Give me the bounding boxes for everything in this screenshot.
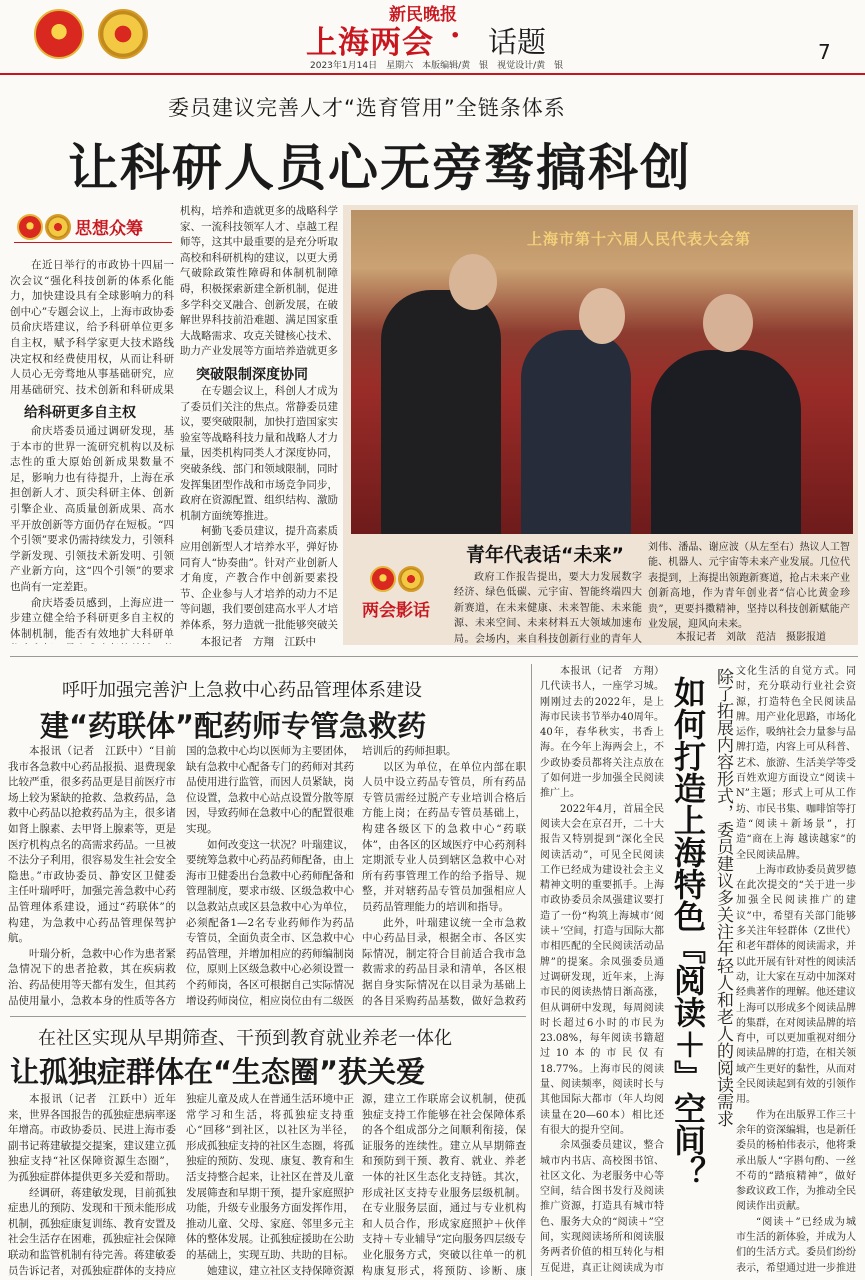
section-title: 上海两会	[306, 25, 434, 61]
lead-body-col2: 机构，培养和造就更多的战略科学家、一流科技领军人才、卓越工程师等，这其中最重要的是充分听取高校和科研机构的建议，以更大勇气破除政策性障碍和体制机制障碍，积极探索新建全新机制，促进多学科交叉融合、创新发展，在破解世界科技前沿难题、满足国家重大战略需求、攻克关键核心技术、助力产业发展等方面培养造就更多	[180, 205, 338, 358]
meeting-photo	[351, 210, 853, 534]
article2-col2: 国的急救中心均以医师为主要团体，缺有急救中心配备专门的药师对其药品使用进行监管，而因人员紧缺，岗位设置，急救中心站点设置分散等原因，导致药师在急救中心的配置很难实现。 如何改变这一状况？叶瑞建议，要统筹急救中心药品药师配备，由上海市卫健委出台急救中心药师配备和管理制度，要求市级、区级急救中心以急救站点或区县急救中心为单位，必须配备1—2名专业药师作为药品专管员，全面负责全市、区急救中心药品管理，并增加相应的药师编制岗位，原则上区级急救中心必须设置一个药师岗，各区可根据自己实际情况增设药师岗位，相应岗位由有二级医	[186, 745, 354, 1007]
article3-col1: 本报讯（记者 江跃中）近年来，世界各国报告的孤独症患病率逐年增高。市政协委员、民进上海市委副书记蒋建敏提交提案，建议建立孤独症支持“社区保障资源生态圈”，为孤独症群体提供更多关爱和帮助。 经调研，蒋建敏发现，目前孤独症患儿的预防、发现和干预未能形成机制，孤独症康复训练、教育安置及社会生活存在困难，孤独症社会保障联动和监管机制有待完善。蒋建敏委员告诉记者，对孤独症群体的支持应	[8, 1093, 176, 1277]
lead-body-col2b: 在专题会议上，科创人才成为了委员们关注的焦点。常静委员建议，要突破限制，加快打造国家实验室等战略科技力量和战略人才力量，因类机构同类人才深度协同，突破条线、部门和领域限制，同时发挥集团型作战和市场竞争同步，政府在资源配置、组织结构、激励机制方面统筹推进。 柯勤飞委员建议，提升高素质应用创新型人才培养水平，弹好协同育人“协奏曲”。针对产业创新人才角度，产教合作中创新要素投节、企业参与人才培养的动力不足等问题，我们要创建高水平人才培养体系，努力造就一批能够突破关	[180, 385, 338, 631]
lead-sub-2: 突破限制深度协同	[196, 367, 308, 383]
lead-body-col1: 在近日举行的市政协十四届一次会议“强化科技创新的体系化能力，加快建设具有全球影响力的科创中心”专题会议上，上海市政协委员俞庆塔建议，给予科研单位更多自主权，赋予科学家更大技术路线决定权和经费使用权，从而让科研人员心无旁骛地从事基础研究，应用基础研究、技术创新和科研成果	[10, 259, 174, 396]
tag-emblem-icon-2	[45, 214, 71, 240]
national-emblem-icon	[34, 9, 84, 59]
person-right-head	[703, 294, 753, 352]
paper-name: 新民晚报	[389, 5, 457, 25]
article4-col2: 文化生活的自觉方式。同时，充分联动行业社会资源，打造特色全民阅读品牌。用产业化思路，市场化运作，吸纳社会力量参与品牌打造，内容上可从科普、艺术、旅游、生活美学等受百姓欢迎方面设立“阅读＋N”主题；形式上可从工作坊、市民书集、咖啡馆等打造“阅读＋新场景”，打造“商在上海 越读越家”的全民阅读品牌。 上海市政协委员黄罗德在此次提交的“关于进一步加强全民阅读推广的建议”中，希望有关部门能够多关注年轻群体（Z世代）和老年群体的阅读需求，并以此开展有针对性的阅读活动，让大家在互动中加深对经典著作的理解。他还建议上海可以形成多个阅读品牌的集群，在对阅读品牌的培育中，可以更加重视对细分阅读品牌的打造，在相关领域产生更好的黏性，从而对全民阅读起到有效的引领作用。 作为在出版界工作三十余年的资深编辑，也是新任委员的杨柏伟表示，他将秉承出版人“字斟句酌、一丝不苟的“踏痕精神”，做好参政议政工作，为推动全民阅读作出贡献。 “阅读＋”已经成为城市生活的新体验，并成为人们的生活方式。委员们纷纷表示，希望通过进一步推进	[736, 666, 856, 1274]
article3-col2: 独症儿童及成人在普通生活环境中正常学习和生活，将孤独症支持重心“回移”到社区，以社区为半径，形成孤独症支持的社区生态圈，将孤独症的预防、发现、康复、教育和生活支持整合起来，让社区在普及儿童发展筛查和早期干预，提升家庭照护功能，升级专业服务方面发挥作用，推动儿童、父母、家庭、邻里多元主体的整体发展。让孤独症援助在公助的基础上，实现互助、共助的目标。 她建议，建立社区支持保障资源	[186, 1093, 354, 1277]
lead-headline: 让科研人员心无旁骛搞科创	[68, 139, 692, 197]
caption-body-2: 刘伟、潘晶、谢应波（从左至右）热议人工智能、机器人、元宇宙等未来产业发展。几位代表提到，上海提出领跑新赛道，抢占未来产业创新高地，作为青年创业者“信心比黄金珍贵”，更要抖擞精神，坚持以科技创新赋能产业发展，迎风向未来。	[648, 542, 850, 631]
tag-rule	[14, 242, 172, 243]
person-left	[381, 290, 501, 534]
page-number: 7	[818, 40, 831, 64]
lead-byline: 本报记者 方翔 江跃中	[200, 636, 316, 648]
lead-body-col1b: 俞庆塔委员通过调研发现，基于本市的世界一流研究机构以及标志性的重大原始创新成果数量不足，影响力也有待提升，上海在承担创新人才、顶尖科研主体、创新引擎企业、高质量创新成果、高水平开放创新等方面仍存在短板。“四个引领”要求仍需持续发力，引领科学新发现、引领技术新发明、引领产业新方向，这“四个引领”的要求也尚有一定差距。 俞庆塔委员感到，上海应进一步建立健全给予科研更多自主权的体制机制，能否有效地扩大科研单	[10, 425, 174, 640]
article3-kicker: 在社区实现从早期筛查、干预到教育就业养老一体化	[38, 1028, 452, 1049]
article3-headline: 让孤独症群体在“生态圈”获关爱	[10, 1055, 426, 1089]
article4-kicker: 除了拓展内容形式，委员建议多关注年轻人和老人的阅读需求	[713, 668, 733, 1127]
masthead-rule	[0, 73, 865, 75]
caption-emblem-icon-2	[398, 566, 424, 592]
caption-body-1: 政府工作报告提出，要大力发展数字经济、绿色低碳、元宇宙、智能终端四大新赛道，在未来健康、未来智能、未来能源、未来空间、未来材料五大领域加速布局。会场内，来自科技创新行业的青年人	[454, 572, 642, 645]
caption-tag: 两会影话	[362, 601, 430, 621]
caption-emblem-icon	[370, 566, 396, 592]
section-dot: ·	[450, 18, 461, 53]
person-right	[651, 350, 801, 534]
vertical-divider	[531, 664, 532, 1276]
article4-headline: 如何打造上海特色『阅读＋』空间？	[669, 676, 707, 1188]
person-left-head	[449, 254, 497, 310]
lead-sub-1: 给科研更多自主权	[24, 405, 136, 421]
section-rule	[10, 656, 858, 657]
article2-col3: 培训后的药师担职。 以区为单位，在单位内部在职人员中设立药品专管员，所有药品专管员需经过脱产专业培训合格后方能上岗；在药品专管员基础上，构建各级区下的急救中心“药联体”，由各区的区域医疗中心药剂科定期派专业人员到辖区急救中心对所有药事管理工作的给予指导、规整，并对辖药品专管员加强相应人员药品管理能力的培训和指导。 此外，叶瑞建议统一全市急救中心药品目录，根据全市、各区实际情况，制定符合目前适合我市急救需求的药品目录和清单，各区根据自身实际情况在以目录为基础上的各目采购药品基数，做好急救药	[362, 745, 526, 1007]
article2-col1: 本报讯（记者 江跃中）“目前我市各急救中心药品报损、退费现象比较严重，很多药品更是目前医疗市场上较为紧缺的抢救、急救药品，急救中心药品以抢救药品为主，很多诸如肾上腺素、去甲肾上腺素等，更是医疗机构点名的高需求药品。一旦被不法分子利用，很容易发生社会安全隐患。”市政协委员、静安区卫健委主任叶瑞呼吁，加强完善急救中心药品管理体系建设，通过“药联体”的构建，为急救中心药品管理保驾护航。 叶瑞分析，急救中心作为患者紧急情况下的患者抢救，其在疾病救治、药品使用等天都有发生，但其药品使用量小，急救本身的性质等各方	[8, 745, 176, 1007]
photo-banner: 上海市第十六届人民代表大会第	[527, 230, 752, 248]
person-middle	[521, 330, 631, 534]
article3-col3: 源，建立工作联席会议机制，使孤独症支持工作能够在社会保障体系的各个组成部分之间顺利衔接，保证服务的连续性。建立从早期筛查和预防到干预、教育、就业、养老一体的社区生态化支持链。其次，形成社区支持专业服务层级机制。在专业服务层面，通过与专业机构和人员合作，形成家庭照护＋伙伴支持＋专业辅导“定向服务四层级专业化服务方式，突破以往单一的机构康复形式，将预防、诊断、康	[362, 1093, 526, 1277]
cppcc-emblem-icon	[98, 9, 148, 59]
article2-headline: 建“药联体”配药师专管急救药	[40, 709, 427, 743]
article2-kicker: 呼吁加强完善沪上急救中心药品管理体系建设	[62, 680, 422, 701]
article-divider	[10, 1016, 526, 1017]
dateline: 2023年1月14日 星期六 本版编辑/黄 银 视觉设计/黄 银	[310, 61, 564, 71]
lead-kicker: 委员建议完善人才“选育管用”全链条体系	[168, 96, 566, 120]
caption-byline: 本报记者 刘歆 范洁 摄影报道	[676, 632, 826, 643]
article4-col1: 本报讯（记者 方翔）几代读书人，一座学习城。刚刚过去的2022年，是上海市民读书节举办40周年。40年，春华秋实，书香上海。在今年上海两会上，不少政协委员都将关注点放在了如何进一步加强全民阅读推广上。 2022年4月，首届全民阅读大会在京召开，二十大报告又特别提到“深化全民阅读活动”，可见全民阅读工作已经成为建设社会主义精神文明的重要抓手。上海市政协委员余凤强建议要打造了一份“构筑上海城市‘阅读＋’空间，打造与国际大都市相匹配的全民阅读活动品牌”的提案。余凤强委员通过调研发现，近年来，上海市民的阅读热情日渐高涨，但从调研中发现，每周阅读时长超过6小时的市民为23.08%，每年阅读书籍超过10本的市民仅有18.77%。上海市民的阅读量、阅读频率，阅读时长与其他国际大都市（年人均阅读量在20—60本）相比还有很大的提升空间。 余凤强委员建议，整合城市内书店、高校图书馆、社区文化、为老服务中心等空间，结合图书发行及阅读推广资源，打造具有城市特色、服务大众的“阅读＋”空间，实现阅读场所和阅读服务两者价值的相互转化与相互促进，真正让阅读成为市	[540, 666, 664, 1274]
column-tag: 思想众筹	[75, 219, 143, 239]
person-middle-head	[579, 288, 625, 344]
tag-emblem-icon	[17, 214, 43, 240]
section-topic: 话题	[488, 25, 547, 59]
caption-title: 青年代表话“未来”	[466, 544, 624, 566]
